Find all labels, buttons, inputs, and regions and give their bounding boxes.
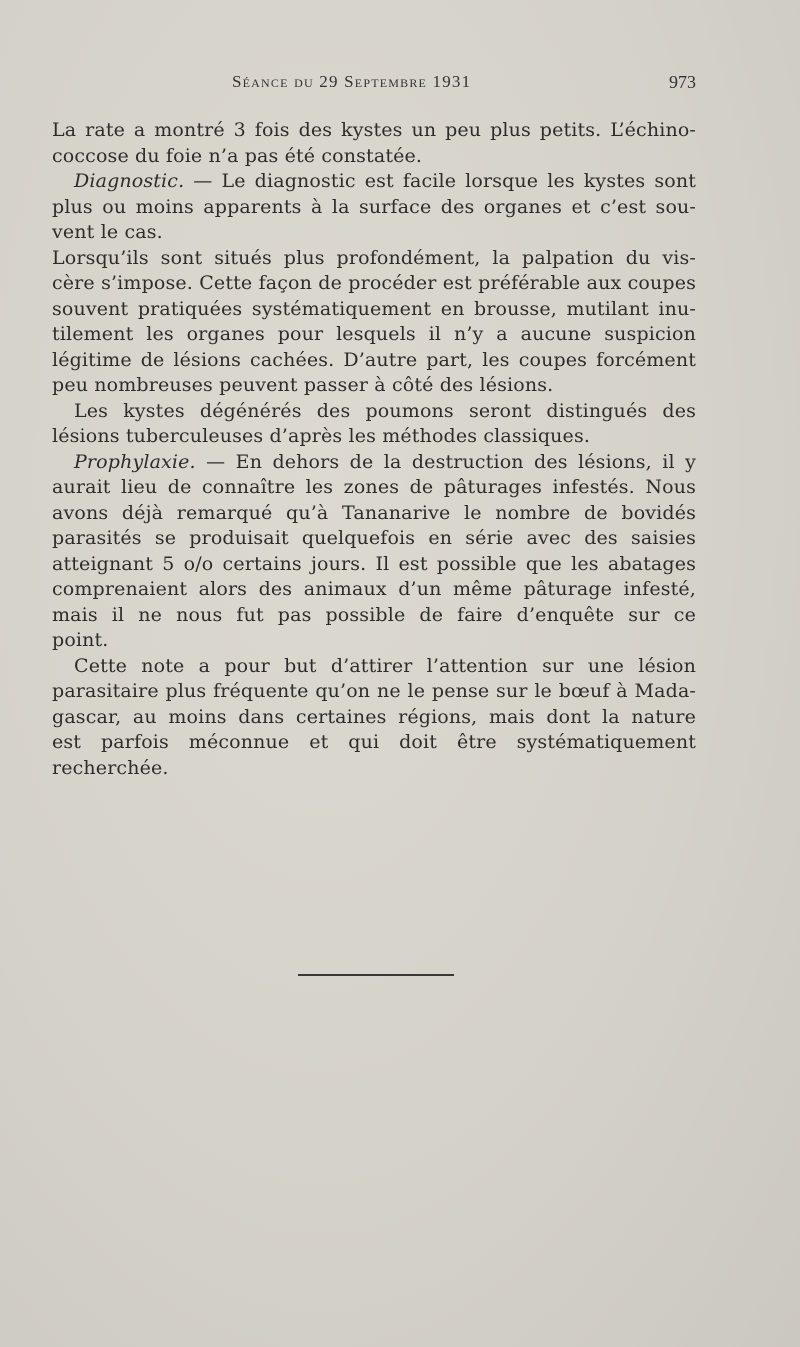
text-line: Cette note a pour but d’attirer l’attention sur une lésion (74, 654, 696, 677)
text-line: Prophylaxie. — En dehors de la destruction des lésions, il y (74, 450, 696, 473)
page-number: 973 (669, 72, 696, 92)
text-line: coccose du foie n’a pas été constatée. (52, 144, 423, 167)
text-line: Diagnostic. — Le diagnostic est facile lorsque les kystes sont (74, 170, 696, 192)
text-line: La rate a montré 3 fois des kystes un peu plus petits. L’échino- (52, 119, 696, 141)
text-line: souvent pratiquées systématiquement en brousse, mutilant inu- (52, 297, 696, 320)
section-heading-diagnostic: Diagnostic. (74, 170, 185, 192)
text-line: avons déjà remarqué qu’à Tananarive le nombre de bovidés (52, 501, 696, 524)
text-line: plus ou moins apparents à la surface des organes et c’est sou- (52, 195, 696, 218)
text-line: peu nombreuses peuvent passer à côté des lésions. (52, 374, 554, 396)
text-line: est parfois méconnue et qui doit être systématiquement (52, 731, 696, 753)
text-line: point. (52, 629, 109, 651)
text-line: Lorsqu’ils sont situés plus profondément, la palpation du vis- (52, 246, 696, 269)
page-header (52, 72, 696, 96)
text-line: vent le cas. (52, 221, 163, 243)
section-heading-prophylaxie: Prophylaxie. (74, 450, 196, 473)
text-line: Les kystes dégénérés des poumons seront distingués des (74, 399, 696, 422)
text-line: parasités se produisait quelquefois en série avec des saisies (52, 527, 696, 549)
text-line: lésions tuberculeuses d’après les méthodes classiques. (52, 425, 591, 447)
text-line: tilement les organes pour lesquels il n’y a aucune suspicion (52, 323, 696, 345)
text-line: cère s’impose. Cette façon de procéder est préférable aux coupes (52, 272, 696, 294)
text-line: aurait lieu de connaître les zones de pâturages infestés. Nous (52, 476, 696, 498)
text-line: mais il ne nous fut pas possible de faire d’enquête sur ce (52, 603, 696, 626)
section-end-rule (298, 974, 454, 976)
text-line: recherchée. (52, 756, 169, 779)
text-line: gascar, au moins dans certaines régions, mais dont la nature (52, 705, 696, 728)
text-line: légitime de lésions cachées. D’autre part, les coupes forcément (52, 348, 696, 371)
text-line: atteignant 5 o/o certains jours. Il est possible que les abatages (52, 552, 696, 575)
running-head: Séance du 29 Septembre 1931 (232, 72, 472, 91)
body-text (52, 118, 696, 781)
text-line: parasitaire plus fréquente qu’on ne le pense sur le bœuf à Mada- (52, 680, 696, 702)
text-line: comprenaient alors des animaux d’un même pâturage infesté, (52, 578, 696, 600)
